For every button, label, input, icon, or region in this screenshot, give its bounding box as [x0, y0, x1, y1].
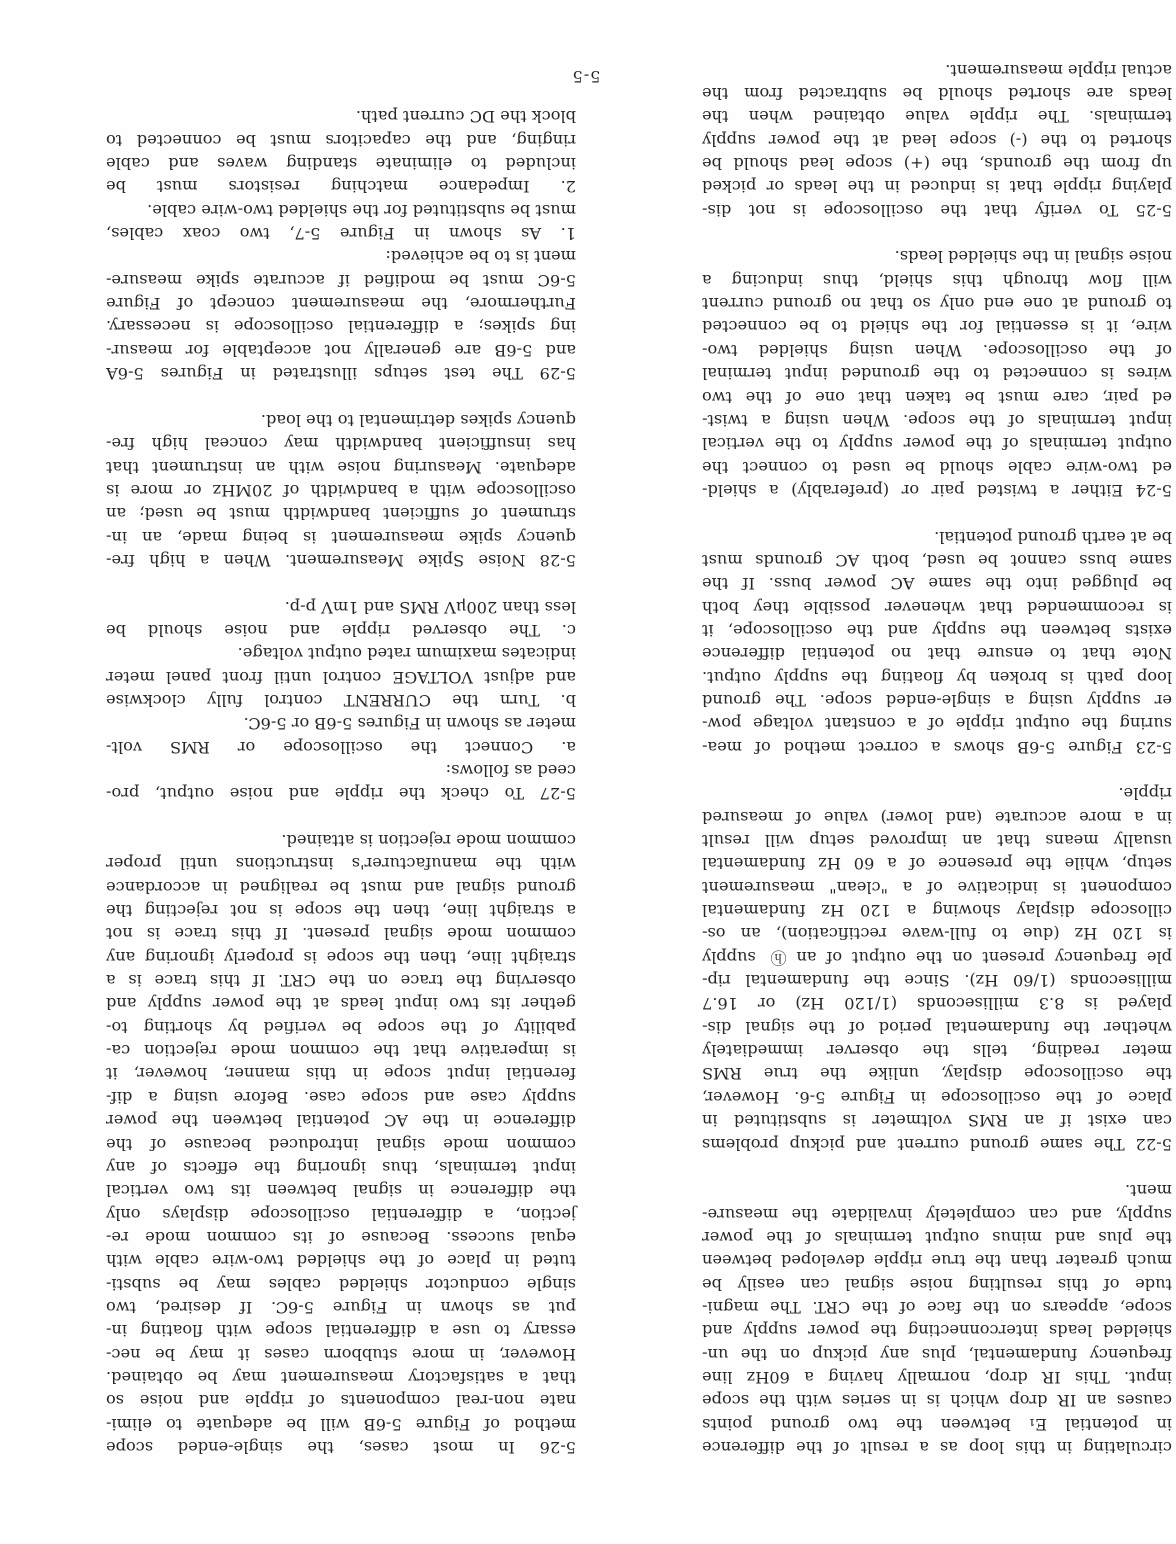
paragraph-gap [702, 759, 1172, 782]
text-line: ceed as follows: [445, 761, 576, 781]
text-line: circulating in this loop as a result of the difference [702, 1438, 1172, 1457]
text-line: cilloscope display showing a 120 Hz fundamental [702, 901, 1172, 921]
text-line: shorted to the (-) scope lead at the power supply [702, 130, 1172, 150]
text-line: and 5-6B are generally not acceptable for measur- [106, 340, 576, 360]
text-line: wire, it is essential for the shield to be connected [702, 317, 1172, 337]
text-line: has insufficient bandwidth may conceal high fre- [106, 434, 576, 454]
text-line: c. The observed ripple and noise should be [106, 620, 576, 640]
text-line: must be substituted for the shielded two-wire cable. [147, 200, 576, 220]
text-line: is recommended that whenever possible they both [702, 597, 1172, 617]
text-line: same buss cannot be used, both AC grounds must [702, 550, 1172, 570]
text-line: put as shown in Figure 5-6C. If desired, two [106, 1297, 576, 1317]
text-line: wires is connected to the grounded input terminal [702, 364, 1172, 384]
text-line: ringing, and the capacitors must be connected to [106, 130, 576, 150]
text-line: is imperative that the common mode rejection ca- [106, 1041, 576, 1061]
text-line: a. Connect the oscilloscope or RMS volt- [106, 737, 576, 757]
text-line: causes an IR drop which is in series with the scope [702, 1391, 1172, 1411]
text-line: can exist if an RMS voltmeter is substituted in [702, 1111, 1172, 1131]
text-line: playing ripple that is induced in the leads or picked [702, 177, 1172, 197]
text-line: single conductor shielded cables may be substi- [106, 1274, 576, 1294]
text-line: ground signal and must be realigned in accordance [106, 877, 576, 897]
text-line: 5-23 Figure 5-6B shows a correct method of mea- [702, 737, 1172, 757]
text-line: in potential E₁ between the two ground points [702, 1414, 1172, 1434]
text-line: equal success. Because of its common mode re- [106, 1227, 576, 1247]
text-line: actual ripple measurement. [945, 60, 1172, 80]
text-line: setup, while the presence of a 60 Hz fundamental [702, 854, 1172, 874]
paragraph-gap [106, 385, 576, 408]
text-line: ed pair, care must be taken that one of the two [702, 387, 1172, 407]
paragraph-gap [702, 502, 1172, 525]
text-line: jection, a differential oscilloscope displays only [106, 1204, 576, 1224]
paragraph-gap [702, 1156, 1172, 1179]
text-line: 5-22 The same ground current and pickup problems [702, 1134, 1172, 1154]
text-line: the plus and minus output terminals of the power [702, 1227, 1172, 1247]
text-line: input terminals of the scope. When using a twist- [702, 410, 1172, 430]
text-line: However, in more stubborn cases it may be nec- [106, 1344, 576, 1364]
text-line: pability of the scope be verified by shorting to- [106, 1017, 576, 1037]
text-line: and adjust VOLTAGE control until front panel meter [106, 667, 576, 687]
text-line: 5-25 To verify that the oscilloscope is not dis- [702, 200, 1172, 220]
text-line: that a satisfactory measurement may be obtained. [106, 1367, 576, 1387]
left-column [702, 58, 1172, 1459]
text-line: place of the oscilloscope in Figure 5-6. However, [702, 1087, 1172, 1107]
text-line: method of Figure 5-6B will be adequate to elimi- [106, 1414, 576, 1434]
text-line: er supply using a single-ended scope. The ground [702, 691, 1172, 710]
text-line: nate non-real components of ripple and noise so [106, 1391, 576, 1411]
text-line: a straight line, then the scope is not rejecting the [106, 901, 576, 921]
text-line: the difference in signal between its two vertical [106, 1181, 576, 1201]
text-line: less than 200μV RMS and 1mV p-p. [284, 597, 576, 617]
text-line: milliseconds (1/60 Hz). Since the fundamental rip- [702, 971, 1172, 991]
text-line: 5-26 In most cases, the single-ended scope [106, 1438, 576, 1457]
text-line: ferential input scope in this manner, however, it [106, 1064, 576, 1084]
text-line: to ground at one end only so that no ground current [702, 294, 1172, 314]
text-line: ment. [1124, 1181, 1172, 1201]
text-line: in a more accurate (and lower) value of measured [702, 807, 1172, 827]
text-line: input terminals, thus ignoring the effects of any [106, 1157, 576, 1177]
text-line: straight line, then the scope is properly ignoring any [106, 947, 576, 967]
text-line: loop path is broken by floating the supply output. [702, 667, 1172, 687]
text-line: component is indicative of a "clean" measurement [702, 877, 1172, 897]
text-line: ing spikes; a differential oscilloscope is necessary. [106, 317, 576, 337]
text-line: up from the grounds, the (+) scope lead should be [702, 154, 1172, 174]
text-line: leads are shorted should be subtracted from the [702, 84, 1172, 104]
text-line: exists between the supply and the oscilloscope, it [702, 620, 1172, 640]
text-line: the oscilloscope display, unlike the true RMS [702, 1064, 1172, 1084]
text-line: quency spikes detrimental to the load. [260, 410, 576, 430]
text-line: strument of sufficient bandwidth must be used; an [106, 504, 576, 524]
text-line: common mode signal introduced because of the [106, 1134, 576, 1154]
paragraph-gap [702, 222, 1172, 245]
right-column [106, 105, 576, 1459]
text-line: be at earth ground potential. [934, 527, 1172, 547]
text-line: included to eliminate standing waves and cable [106, 154, 576, 174]
text-line: input. This IR drop, normally having a 60Hz line [702, 1367, 1172, 1387]
text-line: shielded leads interconnecting the power supply and [702, 1321, 1172, 1341]
text-line: suring the output ripple of a constant voltage pow- [702, 714, 1172, 734]
text-line: ripple. [1118, 784, 1172, 804]
text-line: of the oscilloscope. When using shielded two- [702, 340, 1172, 360]
text-line: usually means that an improved setup will result [702, 831, 1172, 851]
text-line: be plugged into the same AC power buss. If the [702, 574, 1172, 594]
text-line: 5-28 Noise Spike Measurement. When a high fre- [106, 550, 576, 570]
text-line: observing the trace on the CRT. If this trace is a [106, 971, 576, 991]
text-line: 5-24 Either a twisted pair or (preferably) a shield- [702, 480, 1172, 500]
text-line: 2. Impedance matching resistors must be [106, 177, 576, 197]
text-line: noise signal in the shielded leads. [894, 247, 1172, 267]
text-line: much greater than the true ripple developed between [702, 1251, 1172, 1271]
text-line: scope, appears on the face of the CRT. The magni- [702, 1297, 1172, 1317]
text-line: 1. As shown in Figure 5-7, two coax cables, [106, 224, 576, 244]
text-line: with the manufacturer's instructions until proper [106, 854, 576, 874]
text-line: 5-27 To check the ripple and noise output, pro- [106, 784, 576, 804]
text-line: ple frequency present on the output of an ⓗ supply [702, 947, 1172, 967]
text-line: whether the fundamental period of the signal dis- [702, 1017, 1172, 1037]
text-line: oscilloscope with a bandwidth of 20MHz or more is [106, 480, 576, 500]
text-line: terminals. The ripple value obtained when the [702, 107, 1172, 127]
text-line: gether its two input leads at the power supply and [106, 994, 576, 1014]
text-line: ment is to be achieved: [385, 247, 576, 267]
text-line: output terminals of the power supply to the vertical [702, 434, 1172, 454]
text-line: supply, and can completely invalidate the measure- [702, 1204, 1172, 1224]
text-line: common mode rejection is attained. [281, 831, 576, 851]
page-number: 5-5 [571, 67, 601, 86]
text-line: difference in the AC potential between the power [106, 1111, 576, 1131]
text-line: Note that to ensure that no potential difference [702, 644, 1172, 664]
text-line: Furthermore, the measurement concept of Figure [106, 294, 576, 314]
text-line: tude of this resulting noise signal can easily be [702, 1274, 1172, 1294]
text-line: meter reading, tells the observer immediately [702, 1041, 1172, 1061]
text-line: ed two-wire cable should be used to connect the [702, 457, 1172, 477]
text-line: supply case and scope case. Before using a dif- [106, 1087, 576, 1107]
text-line: will flow through this shield, thus inducing a [702, 270, 1172, 290]
text-line: is 120 Hz (due to full-wave rectification), an os- [702, 924, 1172, 944]
text-line: adequate. Measuring noise with an instrument that [106, 457, 576, 477]
text-line: 5-29 The test setups illustrated in Figures 5-6A [106, 364, 576, 384]
text-line: block the DC current path. [355, 107, 576, 127]
text-line: frequency fundamental, plus any pickup on the un- [702, 1344, 1172, 1364]
text-line: quency spike measurement is being made, an in- [106, 527, 576, 547]
text-line: indicates maximum rated output voltage. [237, 644, 576, 664]
text-line: tuted in place of the shielded two-wire cable with [106, 1251, 576, 1271]
text-line: common mode signal present. If this trace is not [106, 924, 576, 944]
text-line: essary to use a differential scope with floating in- [106, 1321, 576, 1341]
text-line: b. Turn the CURRENT control fully clockwise [106, 691, 576, 710]
text-line: played is 8.3 milliseconds (1/120 Hz) or 16.7 [702, 994, 1172, 1014]
paragraph-gap [106, 572, 576, 595]
text-line: 5-6C must be modified if accurate spike measure- [106, 270, 576, 290]
paragraph-gap [106, 805, 576, 828]
text-line: meter as shown in Figures 5-6B or 5-6C. [243, 714, 576, 734]
